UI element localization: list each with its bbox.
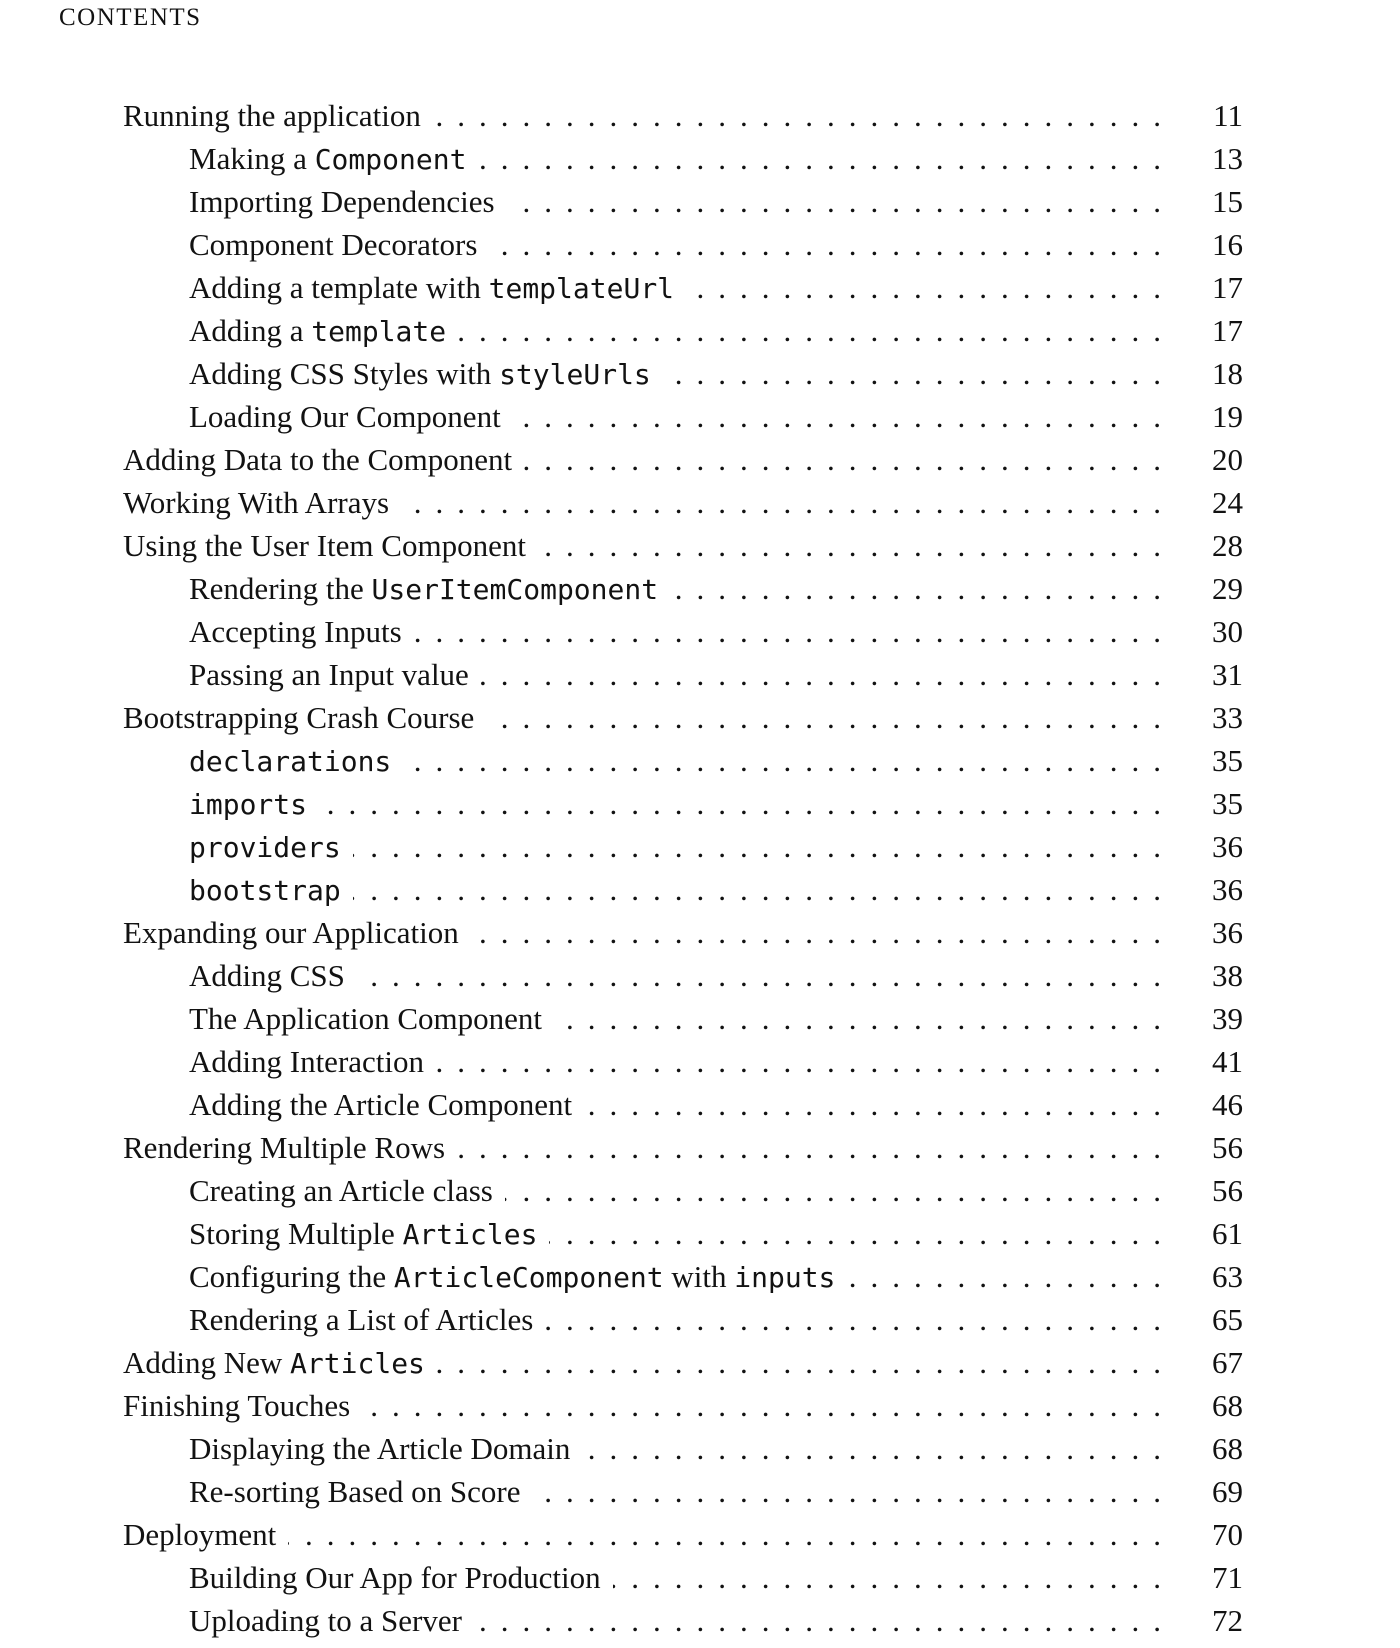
page-number: 16 xyxy=(1212,227,1243,262)
toc-entry-title xyxy=(189,954,345,997)
toc-entry[interactable] xyxy=(123,309,1243,352)
dot-leader xyxy=(403,739,1175,782)
toc-entry[interactable] xyxy=(123,1040,1243,1083)
toc-entry-title xyxy=(123,1126,445,1169)
code-text: inputs xyxy=(734,1261,836,1294)
toc-entry-title xyxy=(123,438,512,481)
page-number: 56 xyxy=(1212,1130,1243,1165)
title-text: Importing Dependencies xyxy=(189,184,495,219)
toc-entry-title xyxy=(189,352,651,396)
title-text: Storing Multiple xyxy=(189,1216,403,1251)
title-text: Loading Our Component xyxy=(189,399,501,434)
dot-leader xyxy=(513,395,1175,438)
toc-entry[interactable] xyxy=(123,1556,1243,1599)
title-text: Expanding our Application xyxy=(123,915,459,950)
page-number: 29 xyxy=(1212,571,1243,606)
toc-entry[interactable] xyxy=(123,1298,1243,1341)
title-text: Adding New xyxy=(123,1345,291,1380)
title-text: Adding CSS xyxy=(189,958,345,993)
page-number: 39 xyxy=(1212,1001,1243,1036)
title-text: Adding a template with xyxy=(189,270,489,305)
dot-leader xyxy=(437,1341,1175,1384)
title-text: Deployment xyxy=(123,1517,277,1552)
toc-entry[interactable] xyxy=(123,739,1243,782)
dot-leader xyxy=(489,223,1175,266)
dot-leader xyxy=(288,1513,1175,1556)
title-text: Finishing Touches xyxy=(123,1388,351,1423)
toc-entry[interactable] xyxy=(123,868,1243,911)
toc-entry-title xyxy=(189,137,466,181)
dot-leader xyxy=(532,1470,1175,1513)
toc-entry[interactable] xyxy=(123,997,1243,1040)
toc-entry[interactable] xyxy=(123,696,1243,739)
title-text: Using the User Item Component xyxy=(123,528,526,563)
dot-leader xyxy=(436,1040,1175,1083)
dot-leader xyxy=(582,1427,1175,1470)
code-text: declarations xyxy=(189,745,392,778)
toc-entry[interactable] xyxy=(123,825,1243,868)
toc-entry-title xyxy=(189,1040,424,1083)
toc-entry-title xyxy=(189,1298,533,1341)
toc-entry-title xyxy=(189,223,477,266)
page-number: 17 xyxy=(1212,270,1243,305)
dot-leader xyxy=(686,266,1175,309)
title-text: Adding a xyxy=(189,313,312,348)
toc-entry-title xyxy=(189,653,469,696)
toc-entry[interactable] xyxy=(123,438,1243,481)
page-number: 56 xyxy=(1212,1173,1243,1208)
toc-entry-title xyxy=(123,94,421,137)
page-number: 63 xyxy=(1212,1259,1243,1294)
toc-entry[interactable] xyxy=(123,1341,1243,1384)
dot-leader xyxy=(319,782,1175,825)
toc-entry[interactable] xyxy=(123,1384,1243,1427)
toc-entry-title xyxy=(189,309,446,353)
page-number: 31 xyxy=(1212,657,1243,692)
title-text: Accepting Inputs xyxy=(189,614,402,649)
toc-entry[interactable] xyxy=(123,567,1243,610)
dot-leader xyxy=(401,481,1175,524)
page-number: 28 xyxy=(1212,528,1243,563)
page-number: 36 xyxy=(1212,829,1243,864)
page-number: 70 xyxy=(1212,1517,1243,1552)
code-text: Articles xyxy=(290,1347,425,1380)
title-text: Configuring the xyxy=(189,1259,394,1294)
toc-entry[interactable] xyxy=(123,180,1243,223)
dot-leader xyxy=(538,524,1175,567)
toc-entry[interactable] xyxy=(123,223,1243,266)
dot-leader xyxy=(478,137,1175,180)
toc-entry[interactable] xyxy=(123,1513,1243,1556)
toc-entry-title xyxy=(123,1341,425,1385)
toc-entry-title xyxy=(189,266,674,310)
title-text: Uploading to a Server xyxy=(189,1603,462,1638)
toc-entry[interactable] xyxy=(123,94,1243,137)
toc-entry[interactable] xyxy=(123,1083,1243,1126)
title-text: The Application Component xyxy=(189,1001,543,1036)
page-number: 36 xyxy=(1212,915,1243,950)
toc-entry-title xyxy=(123,524,526,567)
dot-leader xyxy=(545,1298,1175,1341)
title-text: Adding the Article Component xyxy=(189,1087,573,1122)
title-text: Creating an Article class xyxy=(189,1173,493,1208)
toc-entry-title xyxy=(123,1384,350,1427)
title-text: Re-sorting Based on Score xyxy=(189,1474,521,1509)
title-text: Adding CSS Styles with xyxy=(189,356,500,391)
toc-entry-title xyxy=(189,868,341,912)
toc-entry[interactable] xyxy=(123,1126,1243,1169)
title-text: Rendering the xyxy=(189,571,372,606)
page-number: 17 xyxy=(1212,313,1243,348)
dot-leader xyxy=(486,696,1175,739)
dot-leader xyxy=(481,653,1175,696)
toc-entry-title xyxy=(189,782,307,826)
dot-leader xyxy=(549,1212,1175,1255)
toc-entry[interactable] xyxy=(123,1427,1243,1470)
page-number: 33 xyxy=(1212,700,1243,735)
toc-entry[interactable] xyxy=(123,395,1243,438)
page-number: 15 xyxy=(1212,184,1243,219)
toc-entry-title xyxy=(123,696,474,739)
page-number: 71 xyxy=(1212,1560,1243,1595)
page-number: 36 xyxy=(1212,872,1243,907)
page-number: 65 xyxy=(1212,1302,1243,1337)
title-text: Component Decorators xyxy=(189,227,478,262)
dot-leader xyxy=(474,1599,1175,1642)
dot-leader xyxy=(584,1083,1175,1126)
code-text: styleUrls xyxy=(499,358,651,391)
toc-entry[interactable] xyxy=(123,524,1243,567)
toc-entry-title xyxy=(189,825,341,869)
code-text: template xyxy=(311,315,447,348)
toc-entry[interactable] xyxy=(123,1169,1243,1212)
dot-leader xyxy=(357,954,1175,997)
dot-leader xyxy=(505,1169,1175,1212)
dot-leader xyxy=(670,567,1175,610)
toc-entry[interactable] xyxy=(123,911,1243,954)
toc-entry[interactable] xyxy=(123,352,1243,395)
page-number: 20 xyxy=(1212,442,1243,477)
dot-leader xyxy=(663,352,1175,395)
toc-entry[interactable] xyxy=(123,481,1243,524)
page-number: 13 xyxy=(1212,141,1243,176)
dot-leader xyxy=(613,1556,1175,1599)
toc-entry[interactable] xyxy=(123,653,1243,696)
page-number: 24 xyxy=(1212,485,1243,520)
page-number: 38 xyxy=(1212,958,1243,993)
dot-leader xyxy=(414,610,1175,653)
dot-leader xyxy=(362,1384,1175,1427)
toc-entry-title xyxy=(189,610,402,653)
page-number: 61 xyxy=(1212,1216,1243,1251)
dot-leader xyxy=(353,868,1175,911)
dot-leader xyxy=(433,94,1175,137)
dot-leader xyxy=(554,997,1175,1040)
toc-entry[interactable] xyxy=(123,1255,1243,1298)
code-text: Component xyxy=(314,143,467,176)
toc-entry-title xyxy=(189,1255,835,1299)
page-number: 72 xyxy=(1212,1603,1243,1638)
title-text: Working With Arrays xyxy=(123,485,390,520)
code-text: bootstrap xyxy=(189,874,341,907)
page-number: 69 xyxy=(1212,1474,1243,1509)
title-text: Bootstrapping Crash Course xyxy=(123,700,475,735)
dot-leader xyxy=(847,1255,1175,1298)
toc-entry-title xyxy=(189,997,542,1040)
dot-leader xyxy=(457,1126,1175,1169)
page-number: 35 xyxy=(1212,743,1243,778)
code-text: Articles xyxy=(402,1218,538,1251)
contents-heading: CONTENTS xyxy=(59,4,202,31)
title-text: Rendering Multiple Rows xyxy=(123,1130,446,1165)
toc-entry-title xyxy=(189,1556,601,1599)
code-text: templateUrl xyxy=(488,272,675,305)
title-text: with xyxy=(663,1259,735,1294)
toc-entry-title xyxy=(189,1212,537,1256)
code-text: providers xyxy=(189,831,341,864)
code-text: UserItemComponent xyxy=(371,573,659,606)
title-text: Passing an Input value xyxy=(189,657,469,692)
toc-entry[interactable] xyxy=(123,1212,1243,1255)
page-number: 30 xyxy=(1212,614,1243,649)
toc-entry-title xyxy=(189,1169,493,1212)
dot-leader xyxy=(353,825,1175,868)
toc-entry-title xyxy=(189,1427,570,1470)
toc-entry-title xyxy=(189,567,658,611)
page-number: 18 xyxy=(1212,356,1243,391)
toc-entry-title xyxy=(189,1599,462,1642)
page-number: 68 xyxy=(1212,1431,1243,1466)
title-text: Building Our App for Production xyxy=(189,1560,601,1595)
table-of-contents xyxy=(123,94,1243,1642)
page-number: 46 xyxy=(1212,1087,1243,1122)
page-number: 41 xyxy=(1212,1044,1243,1079)
title-text: Adding Data to the Component xyxy=(123,442,513,477)
dot-leader xyxy=(458,309,1175,352)
toc-entry-title xyxy=(189,1470,520,1513)
toc-entry[interactable] xyxy=(123,1599,1243,1642)
title-text: Running the application xyxy=(123,98,421,133)
title-text: Rendering a List of Articles xyxy=(189,1302,534,1337)
page-number: 19 xyxy=(1212,399,1243,434)
title-text: Making a xyxy=(189,141,315,176)
toc-entry-title xyxy=(123,1513,276,1556)
title-text: Adding Interaction xyxy=(189,1044,425,1079)
code-text: ArticleComponent xyxy=(393,1261,664,1294)
toc-entry-title xyxy=(189,180,495,223)
toc-entry-title xyxy=(189,395,501,438)
dot-leader xyxy=(471,911,1175,954)
page-number: 68 xyxy=(1212,1388,1243,1423)
toc-entry[interactable] xyxy=(123,137,1243,180)
toc-entry-title xyxy=(189,739,391,783)
page-number: 11 xyxy=(1213,98,1243,133)
toc-entry-title xyxy=(123,481,389,524)
toc-entry-title xyxy=(189,1083,572,1126)
code-text: imports xyxy=(189,788,308,821)
dot-leader xyxy=(507,180,1175,223)
toc-entry[interactable] xyxy=(123,610,1243,653)
page-number: 35 xyxy=(1212,786,1243,821)
page-number: 67 xyxy=(1212,1345,1243,1380)
dot-leader xyxy=(524,438,1175,481)
title-text: Displaying the Article Domain xyxy=(189,1431,571,1466)
toc-entry-title xyxy=(123,911,459,954)
toc-entry[interactable] xyxy=(123,266,1243,309)
toc-entry[interactable] xyxy=(123,1470,1243,1513)
toc-entry[interactable] xyxy=(123,782,1243,825)
toc-entry[interactable] xyxy=(123,954,1243,997)
